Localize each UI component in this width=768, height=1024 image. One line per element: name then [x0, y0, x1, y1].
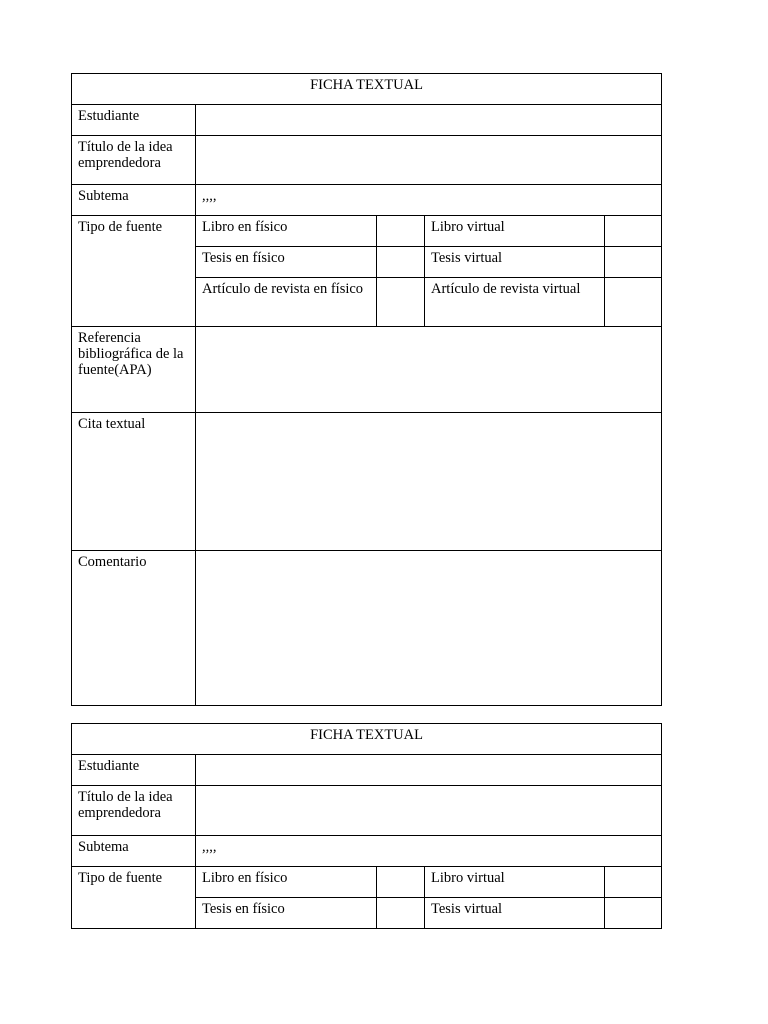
tipo-fuente-label: Tipo de fuente	[72, 216, 196, 327]
referencia-field[interactable]	[196, 327, 662, 413]
libro-virtual-label: Libro virtual	[425, 216, 605, 247]
cita-field[interactable]	[196, 413, 662, 551]
tesis-fisico-checkbox[interactable]	[377, 898, 425, 929]
subtema-field[interactable]: ,,,,	[196, 836, 662, 867]
form-title: FICHA TEXTUAL	[72, 74, 662, 105]
comentario-field[interactable]	[196, 551, 662, 706]
tesis-virtual-label: Tesis virtual	[425, 247, 605, 278]
ficha-textual-form-1	[71, 73, 662, 706]
subtema-label: Subtema	[72, 836, 196, 867]
estudiante-field[interactable]	[196, 755, 662, 786]
subtema-label: Subtema	[72, 185, 196, 216]
titulo-label: Título de la idea emprendedora	[72, 786, 196, 836]
cita-label: Cita textual	[72, 413, 196, 551]
libro-virtual-label: Libro virtual	[425, 867, 605, 898]
titulo-field[interactable]	[196, 136, 662, 185]
libro-fisico-label: Libro en físico	[196, 216, 377, 247]
libro-fisico-label: Libro en físico	[196, 867, 377, 898]
libro-fisico-checkbox[interactable]	[377, 216, 425, 247]
referencia-label: Referencia bibliográfica de la fuente(APA)	[72, 327, 196, 413]
tipo-fuente-label: Tipo de fuente	[72, 867, 196, 929]
libro-fisico-checkbox[interactable]	[377, 867, 425, 898]
subtema-field[interactable]: ,,,,	[196, 185, 662, 216]
articulo-virtual-label: Artículo de revista virtual	[425, 278, 605, 327]
articulo-virtual-checkbox[interactable]	[605, 278, 662, 327]
estudiante-label: Estudiante	[72, 755, 196, 786]
form-title: FICHA TEXTUAL	[72, 724, 662, 755]
tesis-fisico-label: Tesis en físico	[196, 898, 377, 929]
ficha-textual-form-2	[71, 723, 662, 929]
tesis-fisico-label: Tesis en físico	[196, 247, 377, 278]
libro-virtual-checkbox[interactable]	[605, 216, 662, 247]
estudiante-field[interactable]	[196, 105, 662, 136]
tesis-fisico-checkbox[interactable]	[377, 247, 425, 278]
titulo-label: Título de la idea emprendedora	[72, 136, 196, 185]
articulo-fisico-checkbox[interactable]	[377, 278, 425, 327]
tesis-virtual-label: Tesis virtual	[425, 898, 605, 929]
comentario-label: Comentario	[72, 551, 196, 706]
libro-virtual-checkbox[interactable]	[605, 867, 662, 898]
titulo-field[interactable]	[196, 786, 662, 836]
tesis-virtual-checkbox[interactable]	[605, 898, 662, 929]
estudiante-label: Estudiante	[72, 105, 196, 136]
articulo-fisico-label: Artículo de revista en físico	[196, 278, 377, 327]
tesis-virtual-checkbox[interactable]	[605, 247, 662, 278]
